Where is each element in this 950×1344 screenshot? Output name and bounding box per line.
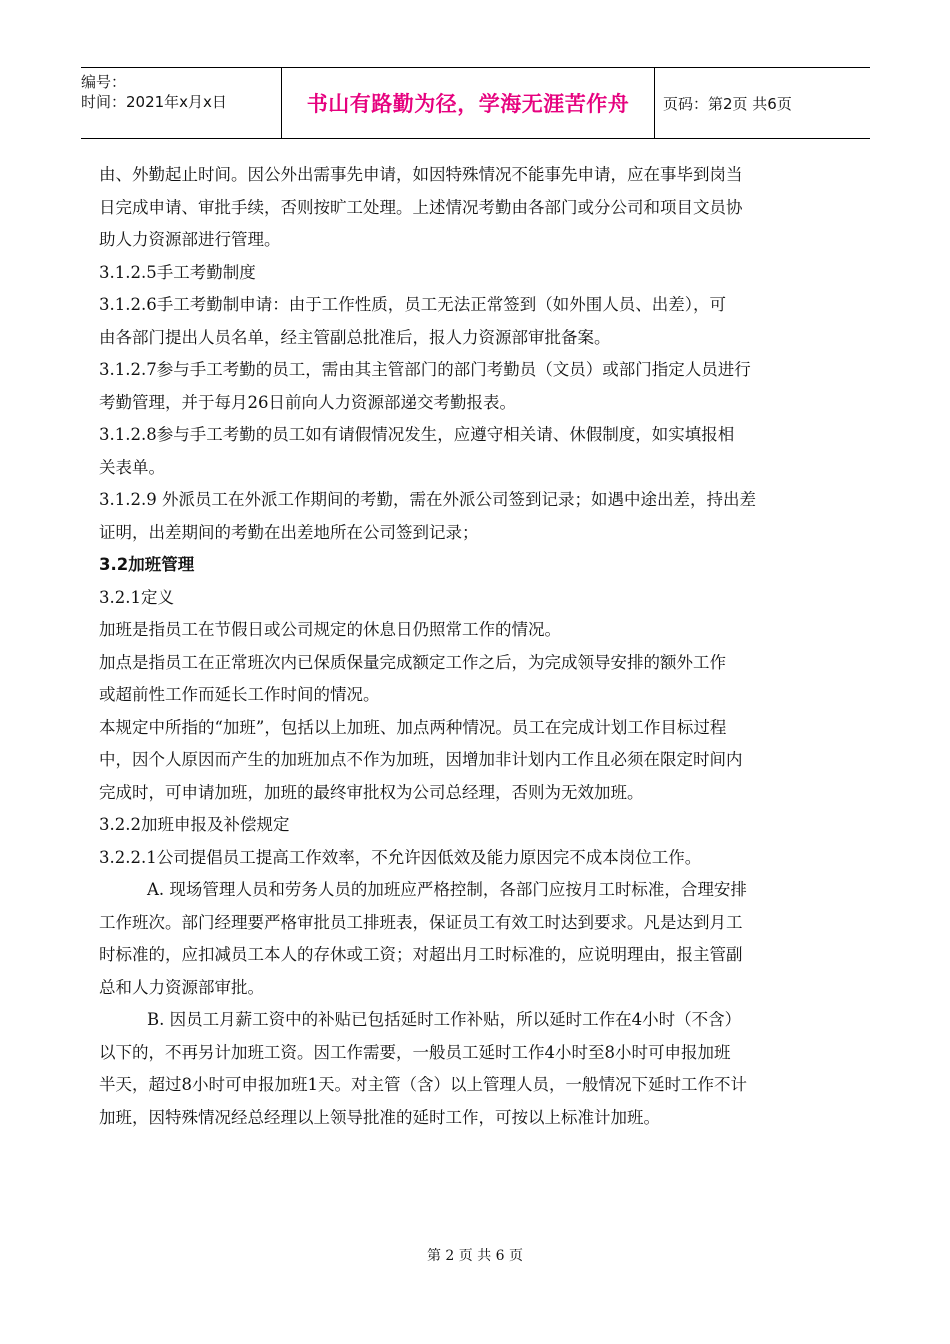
text-line: 或超前性工作而延长工作时间的情况。 (99, 685, 380, 704)
text-line: 本规定中所指的“加班”，包括以上加班、加点两种情况。员工在完成计划工作目标过程 (99, 717, 727, 737)
text-line: 助人力资源部进行管理。 (99, 230, 281, 249)
subsection-3-2-1: 3.2.1定义 (99, 587, 174, 607)
text-line: 加点是指员工在正常班次内已保质保量完成额定工作之后，为完成领导安排的额外工作 (99, 652, 726, 672)
clause-3-1-2-5: 3.1.2.5手工考勤制度 (99, 262, 256, 282)
document-date: 时间：2021年x月x日 (81, 93, 227, 111)
text-line: 加班是指员工在节假日或公司规定的休息日仍照常工作的情况。 (99, 620, 561, 639)
page-footer: 第 2 页 共 6 页 (426, 1248, 524, 1264)
text-line: 中，因个人原因而产生的加班加点不作为加班，因增加非计划内工作且必须在限定时间内 (99, 750, 743, 769)
text-line: 关表单。 (99, 457, 165, 477)
page-number: 页码：第2页 共6页 (663, 94, 792, 113)
text-line: 以下的，不再另计加班工资。因工作需要，一般员工延时工作4小时至8小时可申报加班 (99, 1042, 731, 1062)
header-right-cell (655, 68, 870, 138)
text-line: 日完成申请、审批手续，否则按旷工处理。上述情况考勤由各部门或分公司和项目文员协 (99, 197, 743, 217)
clause-3-1-2-7: 3.1.2.7参与手工考勤的员工，需由其主管部门的部门考勤员（文员）或部门指定人员进行 (99, 360, 751, 379)
text-line: 工作班次。部门经理要严格审批员工排班表，保证员工有效工时达到要求。凡是达到月工 (99, 912, 743, 932)
page-header (81, 67, 870, 139)
text-line: 总和人力资源部审批。 (99, 977, 264, 997)
clause-3-2-2-1: 3.2.2.1公司提倡员工提高工作效率，不允许因低效及能力原因完不成本岗位工作。 (99, 847, 702, 867)
clause-3-1-2-9: 3.1.2.9 外派员工在外派工作期间的考勤，需在外派公司签到记录；如遇中途出差，持出差 (99, 490, 756, 509)
section-heading-3-2: 3.2加班管理 (99, 555, 195, 574)
text-line: 考勤管理，并于每月26日前向人力资源部递交考勤报表。 (99, 392, 516, 412)
text-line: 半天，超过8小时可申报加班1天。对主管（含）以上管理人员，一般情况下延时工作不计 (99, 1075, 747, 1094)
header-motto: 书山有路勤为径，学海无涯苦作舟 (306, 92, 630, 116)
subsection-3-2-2: 3.2.2加班申报及补偿规定 (99, 815, 290, 834)
item-a: A. 现场管理人员和劳务人员的加班应严格控制，各部门应按月工时标准，合理安排 (147, 880, 747, 899)
document-body (99, 159, 844, 1134)
text-line: 证明，出差期间的考勤在出差地所在公司签到记录； (99, 522, 479, 542)
document-number: 编号： (81, 73, 127, 91)
text-line: 完成时，可申请加班，加班的最终审批权为公司总经理，否则为无效加班。 (99, 782, 644, 802)
item-b: B. 因员工月薪工资中的补贴已包括延时工作补贴，所以延时工作在4小时（不含） (147, 1010, 742, 1029)
clause-3-1-2-8: 3.1.2.8参与手工考勤的员工如有请假情况发生，应遵守相关请、休假制度，如实填报相 (99, 425, 735, 444)
text-line: 由、外勤起止时间。因公外出需事先申请，如因特殊情况不能事先申请，应在事毕到岗当 (99, 165, 743, 184)
text-line: 由各部门提出人员名单，经主管副总批准后，报人力资源部审批备案。 (99, 327, 611, 347)
header-left-cell (81, 68, 281, 138)
text-line: 时标准的，应扣减员工本人的存休或工资；对超出月工时标准的，应说明理由，报主管副 (99, 945, 743, 964)
clause-3-1-2-6: 3.1.2.6手工考勤制申请：由于工作性质，员工无法正常签到（如外围人员、出差），可 (99, 295, 726, 314)
header-center-cell (281, 68, 655, 138)
text-line: 加班，因特殊情况经总经理以上领导批准的延时工作，可按以上标准计加班。 (99, 1107, 660, 1127)
